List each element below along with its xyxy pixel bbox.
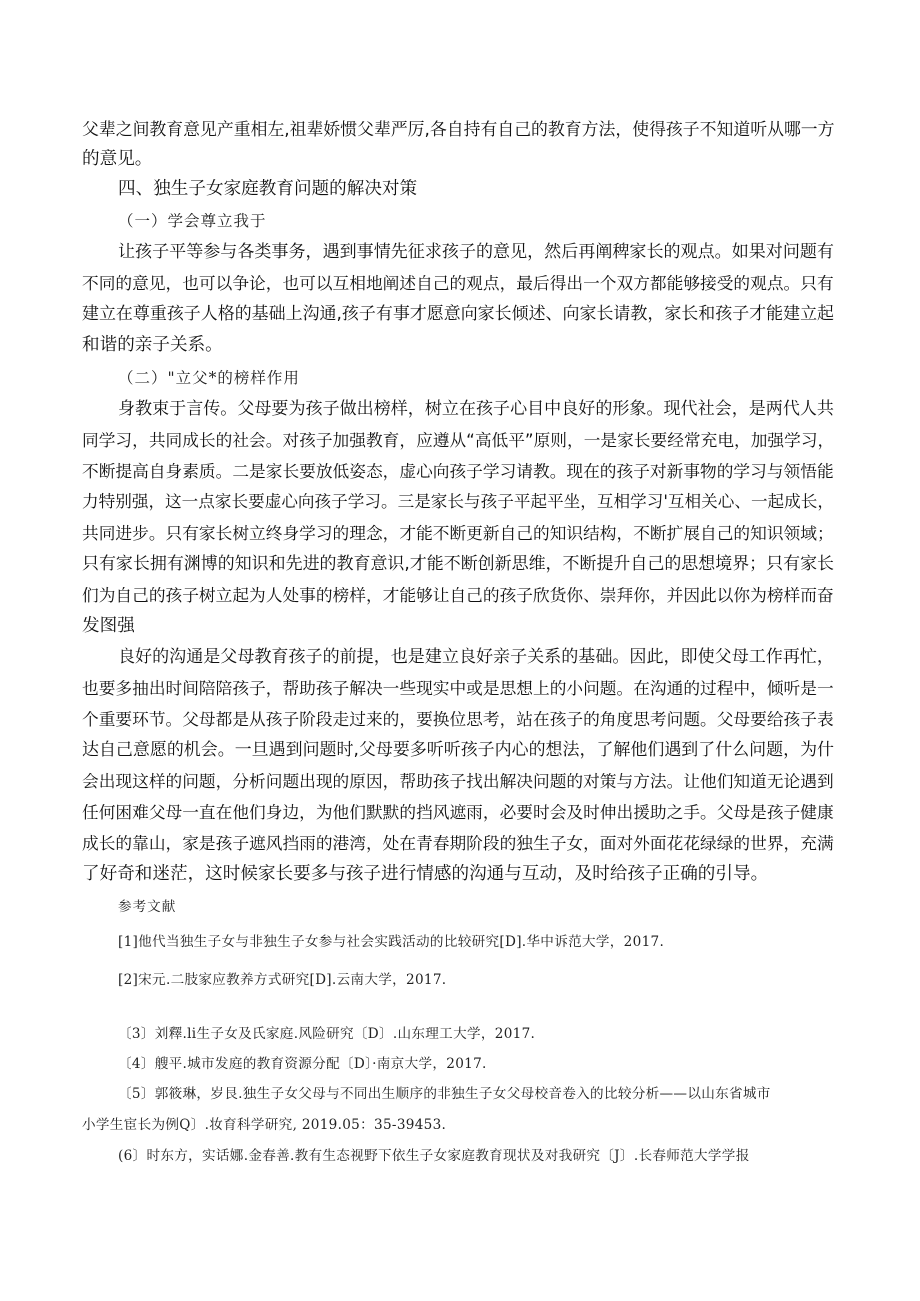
body-text-line: 同学习，共同成长的社会。对孩子加强教育，应遵从“高低平”原则，一是家长要经常充电，加强学习，	[82, 430, 835, 450]
body-text-line: 建立在尊重孩子人格的基础上沟通,孩子有事才愿意向家长倾述、向家长请教，家长和孩子才能建立起	[82, 304, 835, 324]
body-text-line: 身教束于言传。父母要为孩子做出榜样，树立在孩子心目中良好的形象。现代社会，是两代人共	[118, 399, 834, 419]
subsection-title: （二）"立父*的榜样作用	[118, 369, 300, 387]
body-text-line: 不同的意见，也可以争论，也可以互相地阐述自己的观点，最后得出一个双方都能够接受的观点。只有	[82, 273, 834, 293]
body-text-line: 不断提高自身素质。二是家长要放低姿态，虚心向孩子学习请教。现在的孩子对新事物的学习与领悟能	[82, 461, 834, 481]
reference-item: 〔4〕艘平.城市发庭的教育资源分配〔D〕·南京大学，2017.	[118, 1056, 487, 1072]
body-text-line: 的意见。	[82, 149, 153, 169]
body-text-line: 会出现这样的问题，分析问题出现的原因，帮助孩子找出解决问题的对策与方法。让他们知道无论遇到	[82, 771, 834, 791]
reference-item: (6〕时东方，实话娜.金春善.教有生态视野下依生子女家庭教育现状及对我研究〔J〕.长春师范大学学报	[118, 1148, 750, 1164]
body-text-line: 父辈之间教育意见产重相左,祖辈娇惯父辈严厉,各自持有自己的教育方法，使得孩子不知道听从哪一方	[82, 119, 835, 139]
reference-item: 〔5〕郭筱琳，岁艮.独生子女父母与不同出生顺序的非独生子女父母校音卷入的比较分析——以山东省城市	[118, 1086, 771, 1102]
reference-item: 〔3〕刘釋.li生子女及氏家庭.风险研究〔D〕.山东理工大学，2017.	[118, 1026, 536, 1042]
body-text-line: 了好奇和迷茫，这时候家长要多与孩子进行情感的沟通与互动，及时给孩子正确的引导。	[82, 864, 769, 884]
body-text-line: 们为自己的孩子树立起为人处事的榜样，才能够让自己的孩子欣货你、崇拜你，并因此以你为榜样而奋	[82, 585, 834, 605]
body-text-line: 达自己意愿的机会。一旦遇到问题时,父母要多听听孩子内心的想法，了解他们遇到了什么问题，为什	[82, 740, 835, 760]
body-text-line: 成长的靠山，家是孩子遮风挡雨的港湾，处在青春期阶段的独生子女，面对外面花花绿绿的世界，充满	[82, 833, 834, 853]
body-text-line: 只有家长拥有渊博的知识和先进的教育意识,才能不断创新思维，不断提升自己的思想境界；只有家长	[82, 554, 835, 574]
body-text-line: 发图强	[82, 616, 135, 636]
body-text-line: 和谐的亲子关系。	[82, 335, 223, 355]
section-heading: 四、独生子女家庭教育问题的解决对策	[118, 179, 418, 199]
body-text-line: 个重要环节。父母都是从孩子阶段走过来的，要换位思考，站在孩子的角度思考问题。父母要给孩子表	[82, 709, 834, 729]
reference-item-continuation: 小学生宦长为例Q〕.妆育科学研究, 2019.05：35-39453.	[82, 1117, 447, 1133]
subsection-title: （一）学会尊立我于	[118, 212, 267, 230]
reference-item: [1]他代当独生子女与非独生子女参与社会实践活动的比较研究[D].华中诉范大学，2017.	[118, 934, 665, 950]
references-heading: 参考文献	[118, 899, 177, 915]
body-text-line: 共同进步。只有家长树立终身学习的理念，才能不断更新自己的知识结构，不断扩展自己的知识领域；	[82, 523, 834, 543]
body-text-line: 任何困难父母一直在他们身边，为他们默默的挡风遮雨，必要时会及时伸出援助之手。父母是孩子健康	[82, 802, 834, 822]
body-text-line: 也要多抽出时间陪陪孩子，帮助孩子解决一些现实中或是思想上的小问题。在沟通的过程中，倾听是一	[82, 678, 834, 698]
body-text-line: 让孩子平等参与各类事务，遇到事情先征求孩子的意见，然后再阐稗家长的观点。如果对问题有	[118, 242, 834, 262]
body-text-line: 良好的沟通是父母教育孩子的前提，也是建立良好亲子关系的基础。因此，即使父母工作再忙，	[118, 647, 834, 667]
reference-item: [2]宋元.二肢家应教养方式研究[D].云南大学，2017.	[118, 972, 447, 988]
body-text-line: 力特别强，这一点家长要虚心向孩子学习。三是家长与孩子平起平坐，互相学习'互相关心、一起成长，	[82, 492, 834, 511]
